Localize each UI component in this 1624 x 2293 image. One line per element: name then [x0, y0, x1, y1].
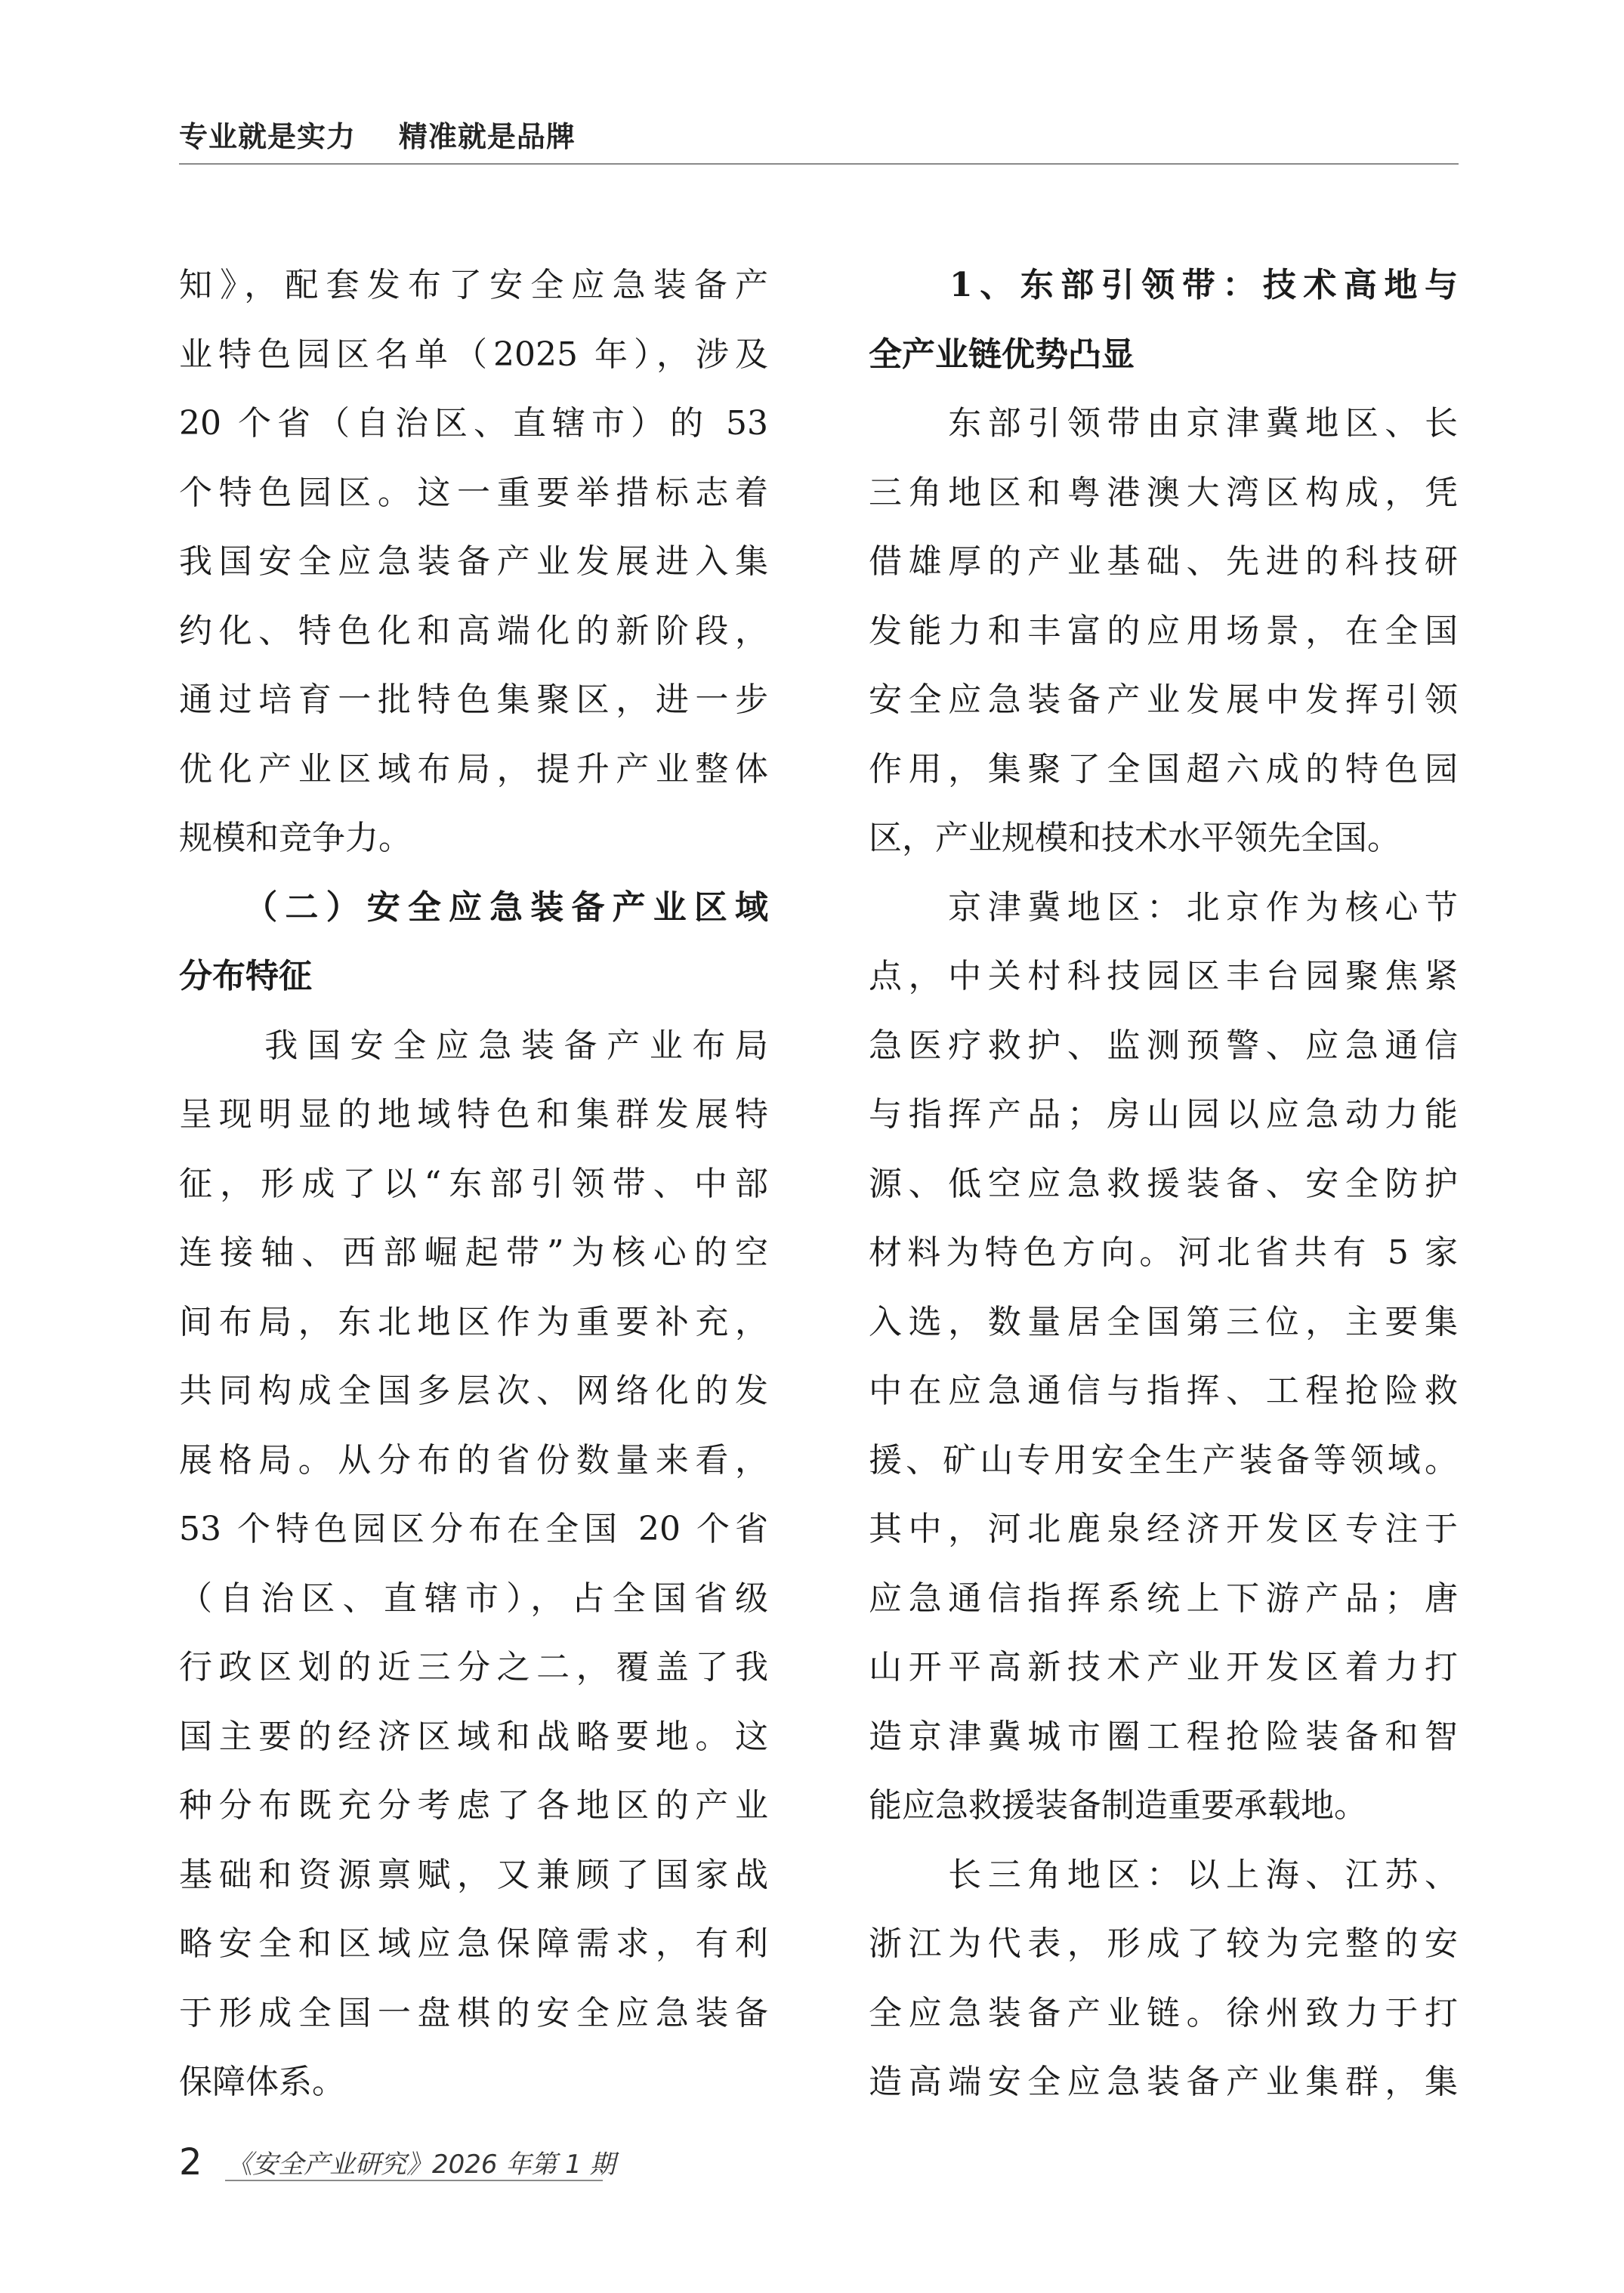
text-line: 中在应急通信与指挥、工程抢险救 — [869, 1372, 1458, 1410]
journal-title: 《安全产业研究》2026 年第 1 期 — [227, 2149, 616, 2180]
text-line: 基础和资源禀赋，又兼顾了国家战 — [179, 1855, 768, 1894]
page-number: 2 — [179, 2141, 202, 2183]
left-column — [179, 251, 768, 2117]
text-line: 约化、特色化和高端化的新阶段， — [179, 611, 768, 650]
text-line: （自治区、直辖市），占全国省级 — [179, 1579, 768, 1618]
text-line: 连接轴、西部崛起带”为核心的空 — [179, 1233, 768, 1272]
text-line: 53 个特色园区分布在全国 20 个省 — [179, 1510, 768, 1548]
text-line: 于形成全国一盘棋的安全应急装备 — [179, 1993, 768, 2032]
text-line: 业特色园区名单（2025 年），涉及 — [179, 335, 768, 374]
text-line: 共同构成全国多层次、网络化的发 — [179, 1372, 768, 1410]
text-line: 借雄厚的产业基础、先进的科技研 — [869, 542, 1458, 581]
text-line: 其中，河北鹿泉经济开发区专注于 — [869, 1510, 1458, 1548]
text-line: 种分布既充分考虑了各地区的产业 — [179, 1786, 768, 1825]
text-line: 我国安全应急装备产业布局 — [179, 1026, 768, 1065]
text-line: 东部引领带由京津冀地区、长 — [869, 404, 1458, 443]
text-line: 入选，数量居全国第三位，主要集 — [869, 1302, 1458, 1341]
text-line: 长三角地区：以上海、江苏、 — [869, 1855, 1458, 1894]
section-heading-line: 分布特征 — [179, 957, 312, 995]
text-line: 知》，配套发布了安全应急装备产 — [179, 266, 768, 304]
text-line: 区，产业规模和技术水平领先全国。 — [869, 819, 1400, 857]
text-line: 行政区划的近三分之二，覆盖了我 — [179, 1648, 768, 1687]
footer-divider — [225, 2180, 603, 2181]
right-column — [869, 251, 1458, 2117]
header-slogan: 专业就是实力 精准就是品牌 — [179, 120, 576, 153]
text-line: 浙江为代表，形成了较为完整的安 — [869, 1924, 1458, 1963]
text-line: 通过培育一批特色集聚区，进一步 — [179, 680, 768, 719]
text-line: 间布局，东北地区作为重要补充， — [179, 1302, 768, 1341]
header-divider — [179, 163, 1459, 165]
text-line: 与指挥产品；房山园以应急动力能 — [869, 1095, 1458, 1134]
text-line: 应急通信指挥系统上下游产品；唐 — [869, 1579, 1458, 1618]
section-heading-line: 全产业链优势凸显 — [869, 335, 1135, 374]
text-line: 作用，集聚了全国超六成的特色园 — [869, 749, 1458, 789]
text-line: 急医疗救护、监测预警、应急通信 — [869, 1026, 1458, 1065]
text-line: 援、矿山专用安全生产装备等领域。 — [869, 1440, 1458, 1480]
text-line: 山开平高新技术产业开发区着力打 — [869, 1648, 1458, 1687]
text-line: 优化产业区域布局，提升产业整体 — [179, 749, 768, 789]
text-line: 能应急救援装备制造重要承载地。 — [869, 1786, 1367, 1825]
text-line: 个特色园区。这一重要举措标志着 — [179, 473, 768, 512]
text-line: 全应急装备产业链。徐州致力于打 — [869, 1993, 1458, 2032]
text-line: 源、低空应急救援装备、安全防护 — [869, 1164, 1458, 1203]
text-line: 安全应急装备产业发展中发挥引领 — [869, 680, 1458, 719]
section-heading-line: 1、东部引领带：技术高地与 — [869, 266, 1458, 304]
section-heading-line: （二）安全应急装备产业区域 — [179, 887, 768, 927]
text-line: 国主要的经济区域和战略要地。这 — [179, 1717, 768, 1756]
text-line: 展格局。从分布的省份数量来看， — [179, 1440, 768, 1480]
text-line: 造京津冀城市圈工程抢险装备和智 — [869, 1717, 1458, 1756]
text-line: 征，形成了以“东部引领带、中部 — [179, 1164, 768, 1203]
text-line: 20 个省（自治区、直辖市）的 53 — [179, 404, 768, 443]
text-line: 呈现明显的地域特色和集群发展特 — [179, 1095, 768, 1134]
text-line: 三角地区和粤港澳大湾区构成，凭 — [869, 473, 1458, 512]
text-line: 我国安全应急装备产业发展进入集 — [179, 542, 768, 581]
text-line: 点，中关村科技园区丰台园聚焦紧 — [869, 957, 1458, 995]
text-line: 略安全和区域应急保障需求，有利 — [179, 1924, 768, 1963]
text-line: 材料为特色方向。河北省共有 5 家 — [869, 1233, 1458, 1272]
text-line: 规模和竞争力。 — [179, 819, 412, 857]
text-line: 保障体系。 — [179, 2063, 345, 2101]
text-line: 造高端安全应急装备产业集群，集 — [869, 2063, 1458, 2101]
text-line: 发能力和丰富的应用场景，在全国 — [869, 611, 1458, 650]
text-line: 京津冀地区：北京作为核心节 — [869, 887, 1458, 927]
